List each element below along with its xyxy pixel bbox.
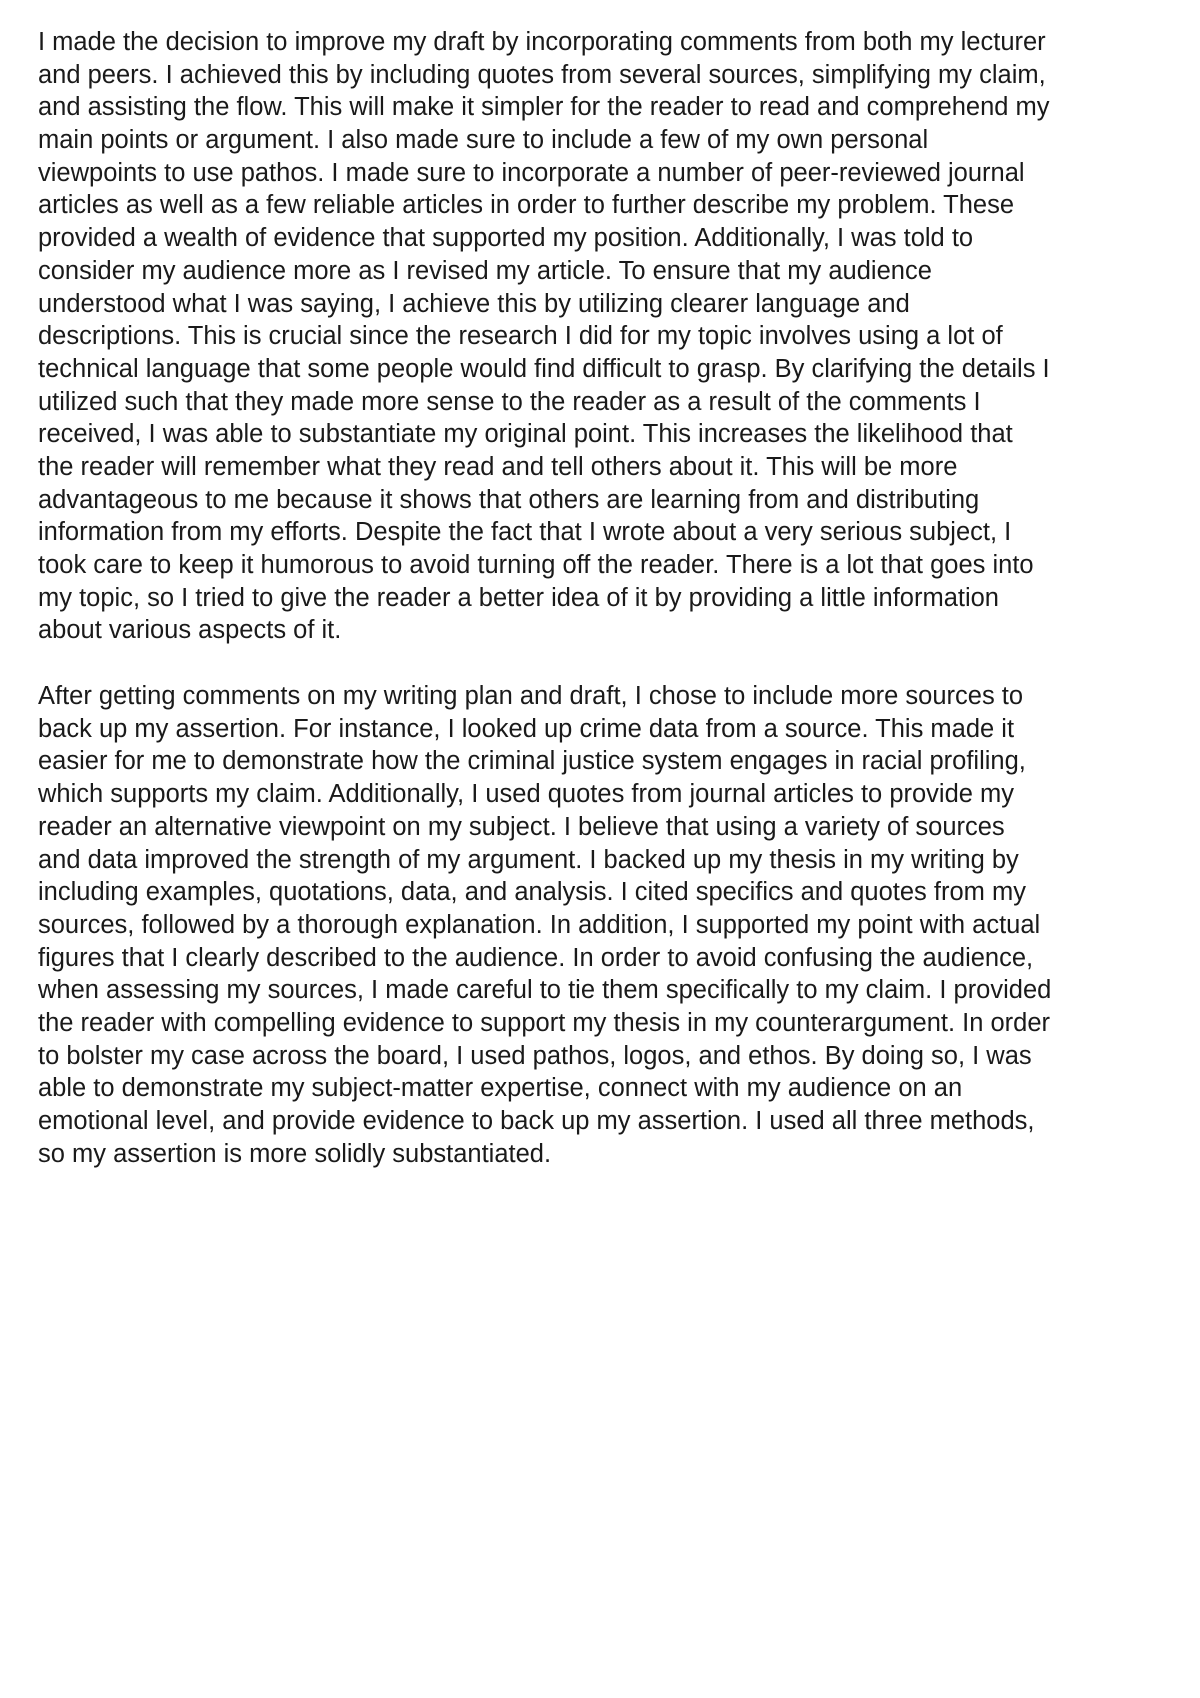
text-line: utilized such that they made more sense to the reader as a result of the comments I [38, 387, 981, 416]
text-line: including examples, quotations, data, and analysis. I cited specifics and quotes from my [38, 878, 1026, 907]
text-line: viewpoints to use pathos. I made sure to incorporate a number of peer-reviewed journal [38, 158, 1025, 187]
text-line: back up my assertion. For instance, I looked up crime data from a source. This made it [38, 714, 1015, 743]
paragraph-2 [38, 680, 1174, 1170]
text-line: about various aspects of it. [38, 616, 342, 645]
text-line: advantageous to me because it shows that others are learning from and distributing [38, 485, 980, 514]
text-line: so my assertion is more solidly substantiated. [38, 1139, 552, 1168]
text-line: and assisting the flow. This will make it simpler for the reader to read and comprehend my [38, 93, 1050, 122]
text-line: reader an alternative viewpoint on my subject. I believe that using a variety of sources [38, 812, 1005, 841]
text-line: articles as well as a few reliable articles in order to further describe my problem. These [38, 191, 1015, 220]
text-line: understood what I was saying, I achieve this by utilizing clearer language and [38, 289, 910, 318]
text-line: my topic, so I tried to give the reader a better idea of it by providing a little information [38, 583, 999, 612]
text-line: when assessing my sources, I made careful to tie them specifically to my claim. I provided [38, 976, 1052, 1005]
text-line: consider my audience more as I revised my article. To ensure that my audience [38, 256, 932, 285]
text-line: main points or argument. I also made sure to include a few of my own personal [38, 126, 929, 155]
text-line: figures that I clearly described to the audience. In order to avoid confusing the audience, [38, 943, 1034, 972]
text-line: the reader will remember what they read and tell others about it. This will be more [38, 452, 958, 481]
text-line: emotional level, and provide evidence to back up my assertion. I used all three methods, [38, 1107, 1035, 1135]
text-line: and peers. I achieved this by including quotes from several sources, simplifying my claim, [38, 60, 1046, 89]
text-line: received, I was able to substantiate my original point. This increases the likelihood that [38, 420, 1013, 449]
document-body [38, 26, 1174, 1170]
paragraph-1 [38, 26, 1174, 647]
text-line: able to demonstrate my subject-matter expertise, connect with my audience on an [38, 1074, 963, 1103]
text-line: which supports my claim. Additionally, I used quotes from journal articles to provide my [38, 780, 1015, 809]
text-line: and data improved the strength of my argument. I backed up my thesis in my writing by [38, 845, 1019, 874]
text-line: provided a wealth of evidence that supported my position. Additionally, I was told to [38, 224, 974, 253]
text-line: information from my efforts. Despite the fact that I wrote about a very serious subject, I [38, 518, 1012, 547]
text-line: I made the decision to improve my draft by incorporating comments from both my lecturer [38, 28, 1046, 56]
text-line: took care to keep it humorous to avoid turning off the reader. There is a lot that goes into [38, 551, 1034, 579]
text-line: easier for me to demonstrate how the criminal justice system engages in racial profiling, [38, 747, 1026, 776]
text-line: technical language that some people would find difficult to grasp. By clarifying the details I [38, 354, 1050, 383]
text-line: sources, followed by a thorough explanation. In addition, I supported my point with actual [38, 910, 1041, 939]
text-line: After getting comments on my writing plan and draft, I chose to include more sources to [38, 682, 1024, 711]
text-line: the reader with compelling evidence to support my thesis in my counterargument. In order [38, 1008, 1051, 1037]
text-line: to bolster my case across the board, I used pathos, logos, and ethos. By doing so, I was [38, 1041, 1032, 1070]
text-line: descriptions. This is crucial since the research I did for my topic involves using a lot of [38, 322, 1003, 351]
